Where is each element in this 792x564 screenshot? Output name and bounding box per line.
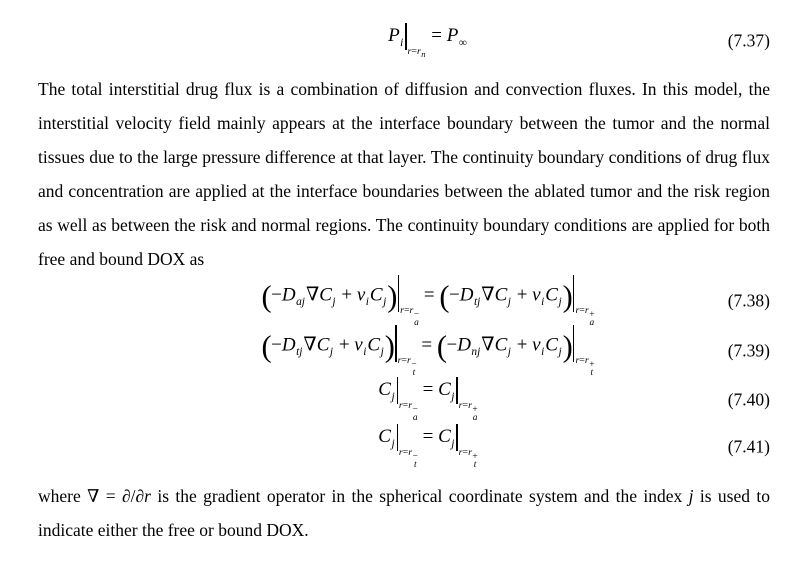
superscript-sign: − (413, 310, 420, 321)
math-token: = (402, 399, 409, 411)
sub-sup-stack (411, 362, 416, 377)
equation-row-7-38 (38, 276, 770, 326)
math-token: ( (261, 279, 272, 314)
evaluation-bar-subscript (458, 399, 478, 423)
math-token: ∇ (303, 334, 317, 356)
math-token: r (575, 354, 580, 366)
math-token: + (511, 334, 533, 356)
math-token: r (409, 304, 414, 316)
math-token: j (507, 345, 511, 358)
math-token: r (407, 45, 412, 57)
equation-row-7-37 (38, 14, 770, 68)
math-token: r (468, 446, 472, 458)
math-token: ) (384, 329, 395, 364)
math-token: C (438, 425, 451, 447)
evaluation-bar (396, 379, 418, 423)
math-token: D (281, 284, 296, 306)
math-token: i (363, 345, 367, 358)
math-token: r (398, 399, 403, 411)
superscript-sign: − (412, 452, 418, 463)
evaluation-bar-line (397, 424, 398, 452)
math-token: ∇ (305, 284, 320, 306)
evaluation-bar-subscript (458, 446, 478, 470)
math-token: j (507, 295, 511, 308)
subscript-letter: t (590, 367, 594, 378)
equation-body-7-40 (378, 377, 477, 422)
math-token: C (319, 284, 332, 306)
math-token: v (356, 284, 366, 306)
evaluation-bar-line (405, 23, 406, 51)
evaluation-bar (397, 284, 420, 328)
evaluation-bar (404, 25, 426, 60)
math-token: ∇ (481, 284, 495, 306)
math-token: + (334, 334, 355, 356)
math-token: D (281, 334, 296, 356)
math-token: C (494, 284, 508, 306)
math-token: j (329, 345, 334, 358)
math-token: r (575, 304, 580, 316)
math-token: nj (471, 345, 481, 358)
evaluation-bar (396, 426, 418, 470)
math-token: i (365, 295, 369, 308)
math-token: ) (562, 279, 573, 314)
math-token: − (446, 334, 458, 356)
evaluation-bar-subscript (400, 304, 420, 328)
body-text-segment: ∇ (87, 486, 100, 506)
math-token: j (451, 437, 455, 450)
superscript-sign: + (589, 360, 595, 371)
math-token: v (532, 284, 541, 306)
math-token: j (383, 295, 387, 308)
superscript-sign: − (412, 405, 418, 416)
math-token: − (271, 334, 282, 356)
evaluation-bar-line (398, 275, 399, 312)
evaluation-bar-line (397, 377, 398, 405)
evaluation-bar (455, 426, 478, 470)
math-token: C (369, 284, 383, 306)
math-token: r (408, 446, 413, 458)
subscript-letter: a (412, 412, 418, 423)
math-token: C (378, 378, 391, 400)
evaluation-bar-subscript (398, 446, 418, 470)
math-token: j (451, 390, 455, 403)
equation-body-7-38 (262, 275, 595, 327)
sub-sup-stack (472, 454, 477, 469)
inline-math-text: ∂r (135, 486, 151, 506)
math-token: C (367, 334, 381, 356)
math-token: r (400, 304, 404, 316)
math-token: r (458, 399, 463, 411)
math-token: P (388, 24, 400, 46)
math-token: r (408, 399, 413, 411)
sub-sup-stack (413, 407, 418, 422)
body-text-segment: is the gradient operator in the spherical coordinate system and the index (150, 486, 689, 506)
equation-number-7-41: (7.41) (727, 436, 770, 456)
subscript-letter: a (472, 412, 478, 423)
math-token: r (584, 304, 589, 316)
equation-body-7-39 (262, 325, 595, 377)
math-token: C (438, 378, 451, 400)
math-token: = (579, 354, 585, 366)
evaluation-bar (455, 379, 478, 423)
math-token: r (468, 399, 472, 411)
math-token: j (380, 345, 384, 358)
math-token: D (459, 284, 474, 306)
math-token: D (457, 334, 471, 356)
math-token: C (378, 425, 391, 447)
subscript-letter: t (413, 459, 417, 470)
evaluation-bar-subscript (575, 354, 595, 378)
math-token: tj (296, 345, 303, 358)
math-token: ∇ (481, 334, 495, 356)
superscript-sign: + (472, 405, 478, 416)
math-token: ) (387, 279, 397, 314)
equation-number-7-37: (7.37) (727, 30, 770, 51)
evaluation-bar (394, 334, 417, 378)
math-token: C (494, 334, 508, 356)
math-token: j (332, 295, 336, 308)
body-text-segment: / (130, 486, 136, 506)
evaluation-bar-subscript (407, 45, 427, 60)
math-token: = (403, 304, 410, 316)
superscript-sign: − (411, 360, 417, 371)
equation-number-7-40: (7.40) (727, 389, 770, 409)
sub-sup-stack (413, 454, 418, 469)
evaluation-bar-line (456, 424, 457, 452)
inline-math-text: j (688, 486, 694, 506)
math-token: P (446, 24, 459, 46)
math-token: + (511, 284, 533, 306)
subscript-letter: t (473, 459, 477, 470)
math-token: j (391, 437, 395, 450)
math-token: = (417, 425, 439, 447)
evaluation-bar (572, 334, 595, 378)
sub-sup-stack (472, 407, 477, 422)
equation-number-7-39: (7.39) (727, 340, 770, 361)
math-token: C (545, 284, 558, 306)
paragraph-2 (38, 479, 770, 547)
math-token: j (558, 345, 562, 358)
math-token: ( (261, 329, 272, 364)
math-token: = (426, 24, 447, 46)
math-token: j (391, 390, 395, 403)
math-token: = (462, 399, 469, 411)
evaluation-bar-line (395, 325, 396, 362)
paragraph-1: The total interstitial drug flux is a combination of diffusion and convection fluxes. In this model, the interstitial velocity field mainly appears at the interface boundary between the tumor and the normal tissues due to the large pressure difference at that layer. The continuity boundary conditions of drug flux and concentration are applied at the interface boundaries between the ablated tumor and the risk region as well as between the risk and normal regions. The continuity boundary conditions are applied for both free and bound DOX as (38, 79, 770, 269)
superscript-sign: + (589, 310, 595, 321)
math-token: C (316, 334, 330, 356)
evaluation-bar-subscript (397, 354, 417, 378)
math-token: v (354, 334, 363, 356)
math-token: = (417, 378, 439, 400)
equation-body-7-41 (378, 424, 477, 469)
math-token: = (411, 45, 417, 57)
math-token: − (271, 284, 282, 306)
math-token: = (416, 334, 437, 356)
superscript-sign: + (472, 452, 478, 463)
equation-number-7-38: (7.38) (727, 290, 770, 311)
math-token: i (400, 36, 404, 49)
math-token: C (545, 334, 558, 356)
inline-math-text: ∂ (121, 486, 131, 506)
math-token: n (421, 50, 426, 60)
math-token: = (419, 284, 440, 306)
math-token: + (336, 284, 357, 306)
math-token: ∞ (458, 36, 467, 49)
math-token: r (397, 354, 402, 366)
math-token: = (462, 446, 469, 458)
math-token: i (541, 345, 545, 358)
body-text-segment: = (99, 486, 122, 506)
evaluation-bar-subscript (398, 399, 418, 423)
math-token: ( (439, 279, 449, 314)
subscript-letter: a (589, 317, 595, 328)
body-text-segment: is used to indicate either the free or bound DOX. (38, 486, 770, 540)
evaluation-bar-line (456, 377, 457, 405)
math-token: r (458, 446, 463, 458)
math-token: j (558, 295, 562, 308)
subscript-letter: t (412, 367, 416, 378)
body-text-segment: where (38, 486, 88, 506)
equation-row-7-41 (38, 423, 770, 470)
math-token: r (398, 446, 403, 458)
math-token: r (584, 354, 589, 366)
math-token: i (541, 295, 545, 308)
math-token: = (401, 354, 407, 366)
equation-body-7-37 (388, 23, 468, 59)
math-token: r (416, 45, 421, 57)
math-token: v (532, 334, 541, 356)
math-token: ) (562, 329, 573, 364)
math-token: aj (296, 295, 305, 308)
sub-sup-stack (589, 362, 594, 377)
math-token: tj (473, 295, 481, 308)
equation-row-7-39 (38, 326, 770, 376)
evaluation-bar (572, 284, 595, 328)
math-token: ( (436, 329, 447, 364)
evaluation-bar-subscript (575, 304, 595, 328)
math-token: − (449, 284, 460, 306)
math-token: = (402, 446, 409, 458)
math-token: r (406, 354, 411, 366)
equation-row-7-40 (38, 376, 770, 423)
subscript-letter: a (414, 317, 419, 328)
math-token: = (579, 304, 585, 316)
